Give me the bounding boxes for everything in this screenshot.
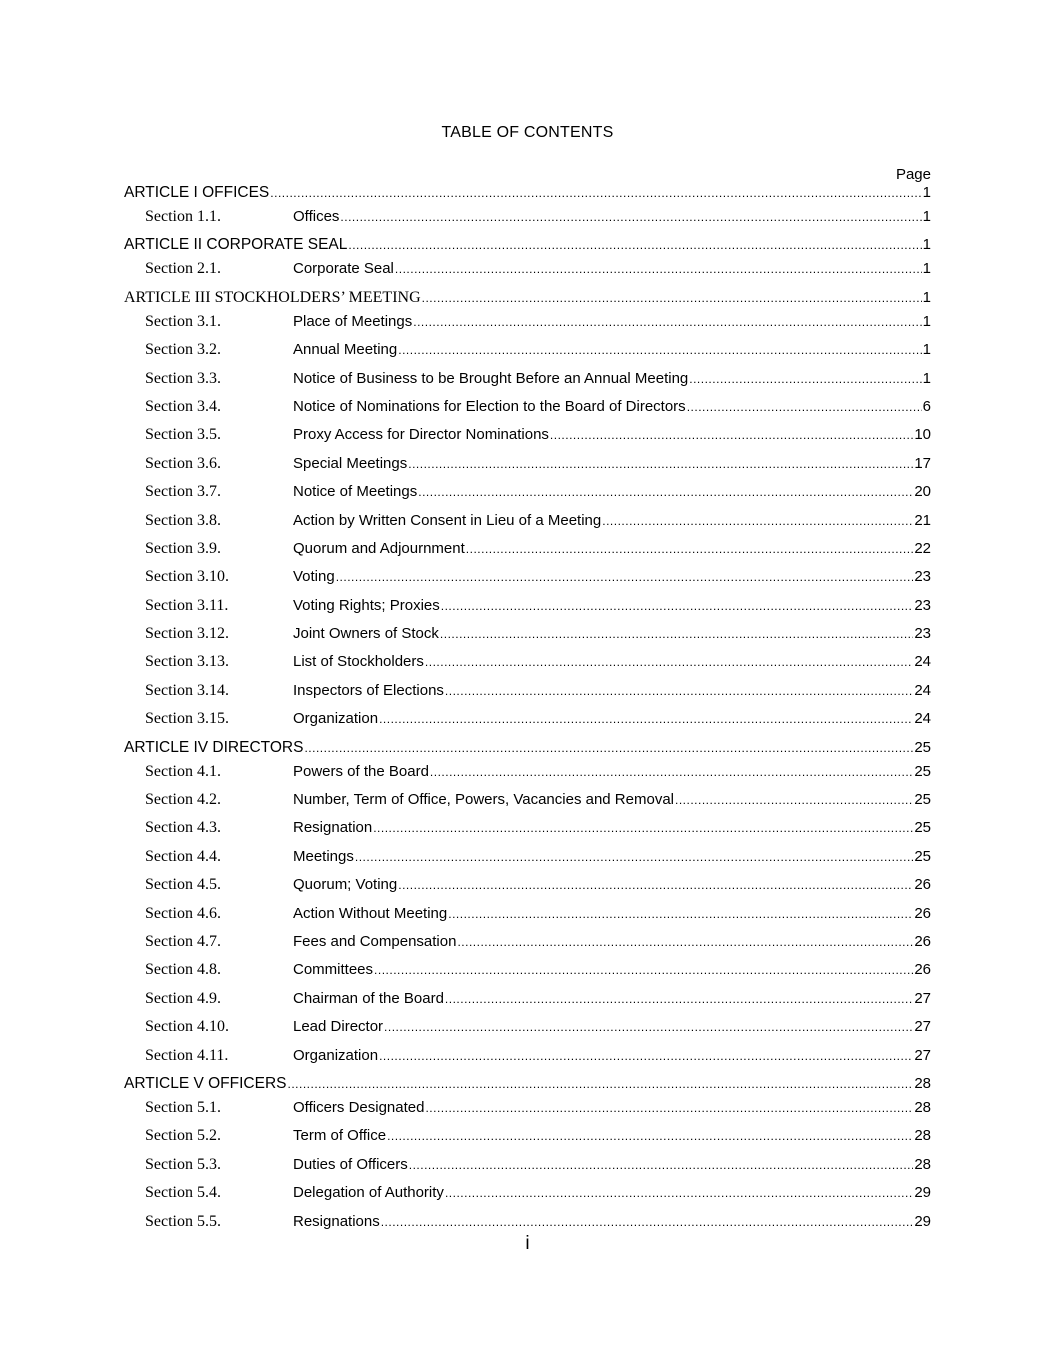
- dot-leader: [466, 542, 914, 556]
- section-number: Section 4.5.: [145, 876, 221, 894]
- dot-leader: [422, 291, 922, 305]
- section-number: Section 5.3.: [145, 1155, 221, 1173]
- section-number: Section 3.7.: [145, 483, 221, 501]
- dot-leader: [409, 1158, 914, 1172]
- section-number: Section 4.7.: [145, 932, 221, 950]
- article-heading: ARTICLE IV DIRECTORS: [124, 738, 304, 756]
- dot-leader: [398, 878, 913, 892]
- section-number: Section 3.13.: [145, 653, 229, 671]
- page-number: 21: [914, 511, 931, 529]
- toc-section-entry[interactable]: [124, 512, 931, 540]
- toc-section-entry[interactable]: [124, 710, 931, 738]
- section-number: Section 3.11.: [145, 596, 229, 614]
- page-number: 27: [914, 1046, 931, 1064]
- page-number: 26: [914, 904, 931, 922]
- page-number: 25: [914, 791, 931, 809]
- section-title: Lead Director: [293, 1018, 384, 1036]
- toc-section-entry[interactable]: [124, 905, 931, 933]
- section-title: Action Without Meeting: [293, 904, 448, 922]
- page-number: 25: [914, 738, 931, 756]
- dot-leader: [445, 684, 913, 698]
- toc-article-entry[interactable]: [124, 1075, 931, 1099]
- section-title: Notice of Nominations for Election to the Board of Directors: [293, 397, 686, 415]
- dot-leader: [689, 372, 921, 386]
- section-title: Offices: [293, 208, 340, 225]
- section-title: Resignations: [293, 1212, 380, 1230]
- section-title: Committees: [293, 961, 374, 979]
- article-heading: ARTICLE II CORPORATE SEAL: [124, 236, 348, 254]
- dot-leader: [379, 712, 913, 726]
- toc-section-entry[interactable]: [124, 540, 931, 568]
- section-number: Section 3.4.: [145, 397, 221, 415]
- section-number: Section 5.1.: [145, 1098, 221, 1116]
- toc-section-entry[interactable]: [124, 625, 931, 653]
- section-number: Section 4.11.: [145, 1046, 229, 1064]
- section-title: Proxy Access for Director Nominations: [293, 426, 549, 444]
- section-number: Section 3.9.: [145, 539, 221, 557]
- page-column-label: Page: [895, 166, 931, 183]
- toc-section-entry[interactable]: [124, 791, 931, 819]
- page-number: 28: [914, 1155, 931, 1173]
- section-title: Delegation of Authority: [293, 1184, 444, 1202]
- toc-section-entry[interactable]: [124, 1127, 931, 1155]
- page-number: 25: [914, 819, 931, 837]
- section-title: Voting: [293, 568, 335, 586]
- dot-leader: [430, 765, 913, 779]
- section-number: Section 4.4.: [145, 847, 221, 865]
- section-title: Quorum and Adjournment: [293, 539, 465, 557]
- dot-leader: [304, 741, 913, 755]
- page-number: 1: [922, 312, 931, 330]
- page-number: 6: [922, 397, 931, 415]
- toc-section-entry[interactable]: [124, 1047, 931, 1075]
- section-title: Organization: [293, 1046, 379, 1064]
- toc-section-entry[interactable]: [124, 483, 931, 511]
- toc-section-entry[interactable]: [124, 597, 931, 625]
- page-number: 29: [914, 1212, 931, 1230]
- page-number: 23: [914, 596, 931, 614]
- toc-section-entry[interactable]: [124, 341, 931, 369]
- dot-leader: [441, 599, 914, 613]
- section-number: Section 3.6.: [145, 454, 221, 472]
- section-title: Resignation: [293, 819, 373, 837]
- toc-section-entry[interactable]: [124, 1099, 931, 1127]
- section-number: Section 4.6.: [145, 904, 221, 922]
- section-number: Section 3.10.: [145, 568, 229, 586]
- dot-leader: [445, 992, 913, 1006]
- section-title: Officers Designated: [293, 1098, 425, 1116]
- toc-section-entry[interactable]: [124, 313, 931, 341]
- dot-leader: [373, 821, 913, 835]
- section-number: Section 3.3.: [145, 369, 221, 387]
- section-number: Section 3.12.: [145, 625, 229, 643]
- toc-section-entry[interactable]: [124, 455, 931, 483]
- page-number: 24: [914, 681, 931, 699]
- toc-section-entry[interactable]: [124, 260, 931, 288]
- page-number: 27: [914, 989, 931, 1007]
- dot-leader: [270, 186, 921, 200]
- dot-leader: [675, 793, 913, 807]
- dot-leader: [550, 428, 913, 442]
- dot-leader: [395, 262, 922, 276]
- toc-title: TABLE OF CONTENTS: [441, 124, 614, 141]
- section-number: Section 3.5.: [145, 426, 221, 444]
- dot-leader: [379, 1049, 913, 1063]
- section-title: Chairman of the Board: [293, 989, 444, 1007]
- dot-leader: [398, 343, 921, 357]
- section-title: Annual Meeting: [293, 341, 398, 359]
- page-number: 23: [914, 568, 931, 586]
- page-number: 26: [914, 932, 931, 950]
- section-title: Meetings: [293, 847, 354, 865]
- toc-section-entry[interactable]: [124, 763, 931, 791]
- article-heading: ARTICLE III STOCKHOLDERS’ MEETING: [124, 288, 421, 306]
- toc-section-entry[interactable]: [124, 876, 931, 904]
- page-number: 24: [914, 710, 931, 728]
- page-number: 22: [914, 539, 931, 557]
- dot-leader: [440, 627, 913, 641]
- dot-leader: [425, 655, 913, 669]
- section-title: Quorum; Voting: [293, 876, 398, 894]
- section-title: List of Stockholders: [293, 653, 424, 671]
- toc-section-entry[interactable]: [124, 1156, 931, 1184]
- section-number: Section 4.3.: [145, 819, 221, 837]
- section-number: Section 5.2.: [145, 1127, 221, 1145]
- dot-leader: [374, 963, 913, 977]
- toc-article-entry[interactable]: [124, 236, 931, 260]
- section-number: Section 1.1.: [145, 208, 221, 225]
- toc-section-entry[interactable]: [124, 653, 931, 681]
- section-title: Number, Term of Office, Powers, Vacancies and Removal: [293, 791, 674, 809]
- toc-section-entry[interactable]: [124, 1184, 931, 1212]
- section-title: Organization: [293, 710, 379, 728]
- toc-section-entry[interactable]: [124, 568, 931, 596]
- section-number: Section 2.1.: [145, 260, 221, 278]
- section-title: Special Meetings: [293, 454, 408, 472]
- toc-section-entry[interactable]: [124, 370, 931, 398]
- section-title: Fees and Compensation: [293, 932, 457, 950]
- page-number: 1: [922, 236, 931, 254]
- toc-section-entry[interactable]: [124, 208, 931, 236]
- section-number: Section 3.15.: [145, 710, 229, 728]
- toc-section-entry[interactable]: [124, 398, 931, 426]
- dot-leader: [602, 514, 913, 528]
- toc-article-entry[interactable]: [124, 739, 931, 763]
- dot-leader: [687, 400, 922, 414]
- toc-section-entry[interactable]: [124, 848, 931, 876]
- section-number: Section 3.8.: [145, 511, 221, 529]
- page-number: 1: [922, 184, 931, 201]
- section-number: Section 3.14.: [145, 681, 229, 699]
- dot-leader: [418, 485, 913, 499]
- dot-leader: [336, 570, 914, 584]
- toc-section-entry[interactable]: [124, 1018, 931, 1046]
- page-number: 26: [914, 961, 931, 979]
- page-number: 1: [922, 288, 931, 306]
- dot-leader: [448, 907, 913, 921]
- section-title: Joint Owners of Stock: [293, 625, 439, 643]
- article-heading: ARTICLE V OFFICERS: [124, 1074, 287, 1092]
- section-number: Section 5.4.: [145, 1184, 221, 1202]
- page-number: 10: [914, 426, 931, 444]
- dot-leader: [387, 1129, 913, 1143]
- page-number: 25: [914, 762, 931, 780]
- page-number: 1: [922, 369, 931, 387]
- dot-leader: [413, 315, 921, 329]
- section-number: Section 5.5.: [145, 1212, 221, 1230]
- dot-leader: [288, 1077, 914, 1091]
- section-title: Term of Office: [293, 1127, 387, 1145]
- section-number: Section 3.1.: [145, 312, 221, 330]
- dot-leader: [408, 457, 913, 471]
- section-number: Section 4.2.: [145, 791, 221, 809]
- section-title: Voting Rights; Proxies: [293, 596, 440, 614]
- page-number: 17: [914, 454, 931, 472]
- toc-section-entry[interactable]: [124, 933, 931, 961]
- page-number: 1: [922, 341, 931, 359]
- page-number: 28: [914, 1074, 931, 1092]
- dot-leader: [340, 210, 921, 224]
- toc-section-entry[interactable]: [124, 682, 931, 710]
- page-number: 1: [922, 208, 931, 225]
- page-number: 28: [914, 1127, 931, 1145]
- dot-leader: [457, 935, 913, 949]
- toc-article-entry[interactable]: [124, 289, 931, 313]
- page-number: 26: [914, 876, 931, 894]
- toc-section-entry[interactable]: [124, 426, 931, 454]
- dot-leader: [355, 850, 913, 864]
- section-title: Action by Written Consent in Lieu of a Meeting: [293, 511, 602, 529]
- section-number: Section 4.9.: [145, 989, 221, 1007]
- page-number: 24: [914, 653, 931, 671]
- article-heading: ARTICLE I OFFICES: [124, 184, 270, 201]
- dot-leader: [348, 238, 921, 252]
- toc-section-entry[interactable]: [124, 961, 931, 989]
- section-title: Place of Meetings: [293, 312, 413, 330]
- section-title: Inspectors of Elections: [293, 681, 444, 699]
- page-number: 20: [914, 483, 931, 501]
- section-number: Section 4.10.: [145, 1018, 229, 1036]
- page-number: 28: [914, 1098, 931, 1116]
- toc-article-entry[interactable]: [124, 184, 931, 208]
- dot-leader: [445, 1186, 913, 1200]
- dot-leader: [381, 1215, 914, 1229]
- section-title: Notice of Business to be Brought Before an Annual Meeting: [293, 369, 689, 387]
- section-title: Duties of Officers: [293, 1155, 408, 1173]
- section-number: Section 4.8.: [145, 961, 221, 979]
- page-number: 1: [922, 260, 931, 278]
- footer-page-number: i: [525, 1233, 530, 1254]
- section-title: Powers of the Board: [293, 762, 429, 780]
- page-number: 27: [914, 1018, 931, 1036]
- toc-section-entry[interactable]: [124, 819, 931, 847]
- dot-leader: [384, 1020, 913, 1034]
- section-title: Notice of Meetings: [293, 483, 418, 501]
- section-title: Corporate Seal: [293, 260, 394, 278]
- toc-section-entry[interactable]: [124, 990, 931, 1018]
- section-number: Section 3.2.: [145, 341, 221, 359]
- dot-leader: [425, 1101, 913, 1115]
- section-number: Section 4.1.: [145, 762, 221, 780]
- table-of-contents: [124, 184, 931, 1241]
- page-number: 23: [914, 625, 931, 643]
- page-number: 29: [914, 1184, 931, 1202]
- page-number: 25: [914, 847, 931, 865]
